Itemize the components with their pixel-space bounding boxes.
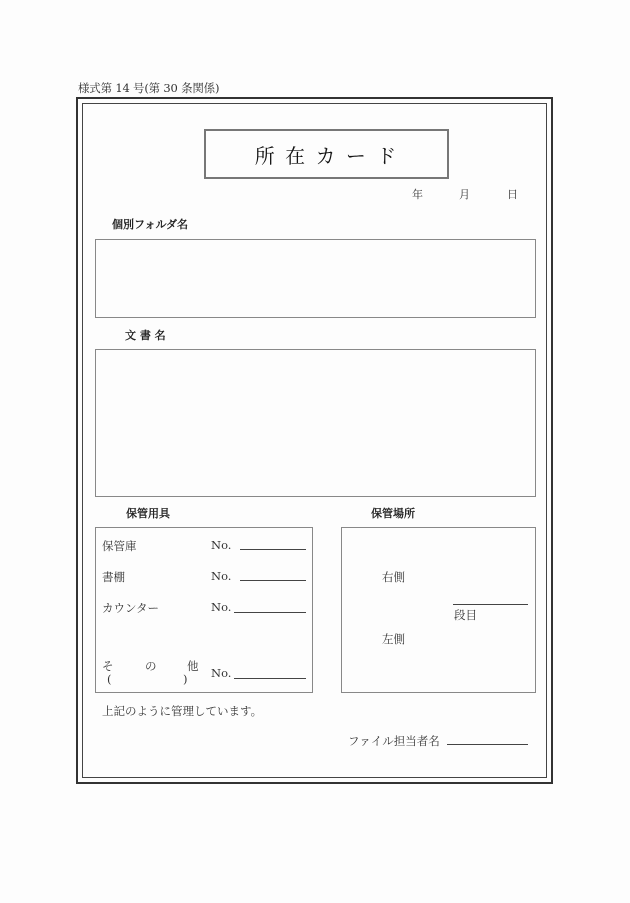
- date-day-label: 日: [507, 188, 518, 201]
- equipment-cabinet-no-label: No.: [211, 538, 232, 552]
- document-name-label: 文 書 名: [125, 329, 166, 342]
- equipment-bookshelf-no-label: No.: [211, 569, 232, 583]
- date-year-label: 年: [412, 188, 423, 201]
- equipment-cabinet-label: 保管庫: [102, 539, 137, 553]
- equipment-other-no-label: No.: [211, 666, 232, 680]
- location-shelf-suffix: 段目: [454, 608, 477, 622]
- equipment-other-char-2: の: [145, 659, 157, 673]
- file-manager-field[interactable]: [447, 744, 528, 745]
- storage-location-box: [341, 527, 536, 693]
- page-title: 所 在 カ ー ド: [254, 143, 399, 168]
- equipment-counter-no-label: No.: [211, 600, 232, 614]
- title-box: [204, 129, 449, 179]
- equipment-other-char-3: 他: [187, 659, 199, 673]
- file-manager-label: ファイル担当者名: [348, 734, 440, 748]
- location-shelf-field[interactable]: [453, 604, 528, 605]
- folder-name-field[interactable]: [95, 239, 536, 318]
- location-right-side-label: 右側: [382, 570, 405, 584]
- equipment-other-no-field[interactable]: [234, 678, 306, 679]
- location-left-side-label: 左側: [382, 632, 405, 646]
- equipment-bookshelf-no-field[interactable]: [240, 580, 306, 581]
- document-name-field[interactable]: [95, 349, 536, 497]
- form-number: 様式第 14 号(第 30 条関係): [78, 81, 220, 95]
- equipment-bookshelf-label: 書棚: [102, 570, 125, 584]
- equipment-counter-label: カウンター: [102, 601, 160, 615]
- equipment-other-char-1: そ: [102, 659, 114, 673]
- equipment-cabinet-no-field[interactable]: [240, 549, 306, 550]
- date-month-label: 月: [459, 188, 470, 201]
- storage-location-label: 保管場所: [371, 507, 415, 520]
- equipment-counter-no-field[interactable]: [234, 612, 306, 613]
- management-statement: 上記のように管理しています。: [102, 704, 263, 718]
- equipment-other-paren-close: ): [183, 672, 188, 686]
- equipment-other-paren-open: (: [107, 672, 112, 686]
- folder-name-label: 個別フォルダ名: [112, 218, 189, 231]
- storage-equipment-label: 保管用具: [126, 507, 170, 520]
